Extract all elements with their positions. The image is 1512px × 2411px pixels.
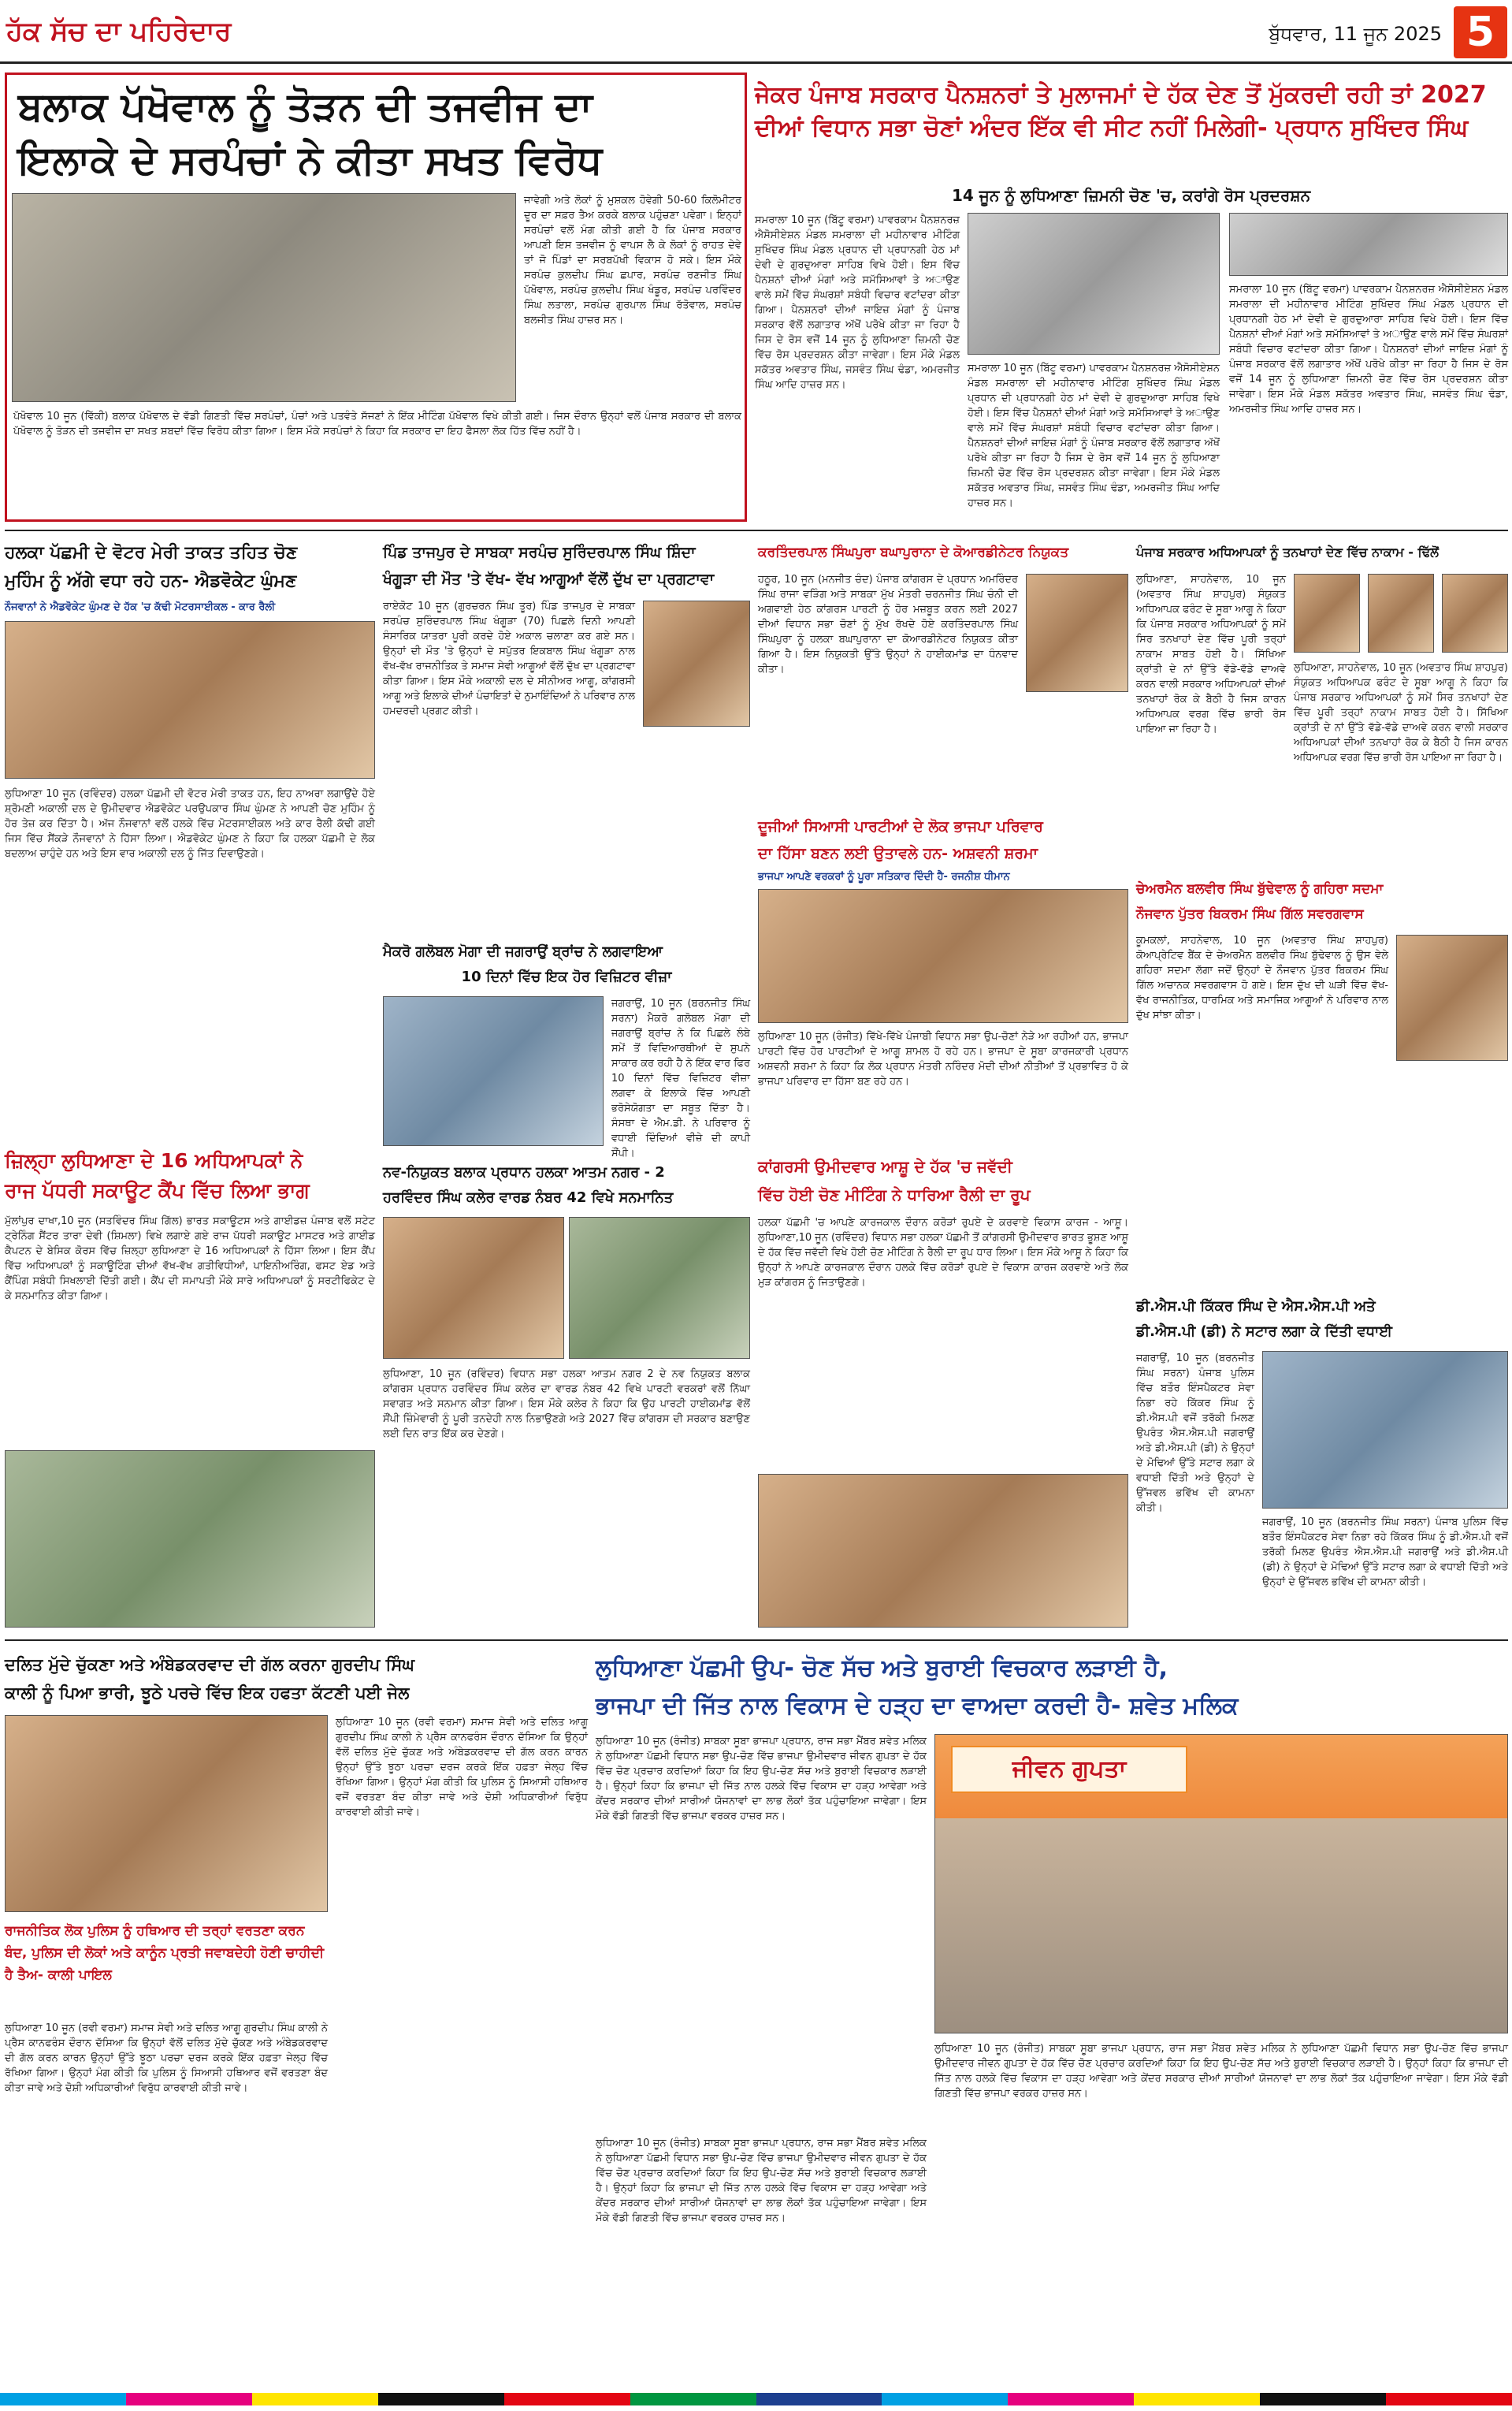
headline-line-2: ਵਿੱਚ ਹੋਈ ਚੋਣ ਮੀਟਿੰਗ ਨੇ ਧਾਰਿਆ ਰੈਲੀ ਦਾ ਰੂਪ <box>758 1185 1031 1204</box>
article-block-bjp-joining <box>758 812 1128 1143</box>
headline: ਬਲਾਕ ਪੱਖੋਵਾਲ ਨੂੰ ਤੋੜਨ ਦੀ ਤਜਵੀਜ ਦਾ <box>18 84 593 129</box>
subheadline: 14 ਜੂਨ ਨੂੰ ਲੁਧਿਆਣਾ ਜ਼ਿਮਨੀ ਚੋਣ 'ਚ, ਕਰਾਂਗੇ ਰੋਸ ਪ੍ਰਦਰਸ਼ਨ <box>952 186 1311 205</box>
article-body-continued: ਸਮਰਾਲਾ 10 ਜੂਨ (ਬਿੱਟੂ ਵਰਮਾ) ਪਾਵਰਕਾਮ ਪੈਨਸ਼ਨਰਜ਼ ਐਸੋਸੀਏਸ਼ਨ ਮੰਡਲ ਸਮਰਾਲਾ ਦੀ ਮਹੀਨਾਵਾਰ ਮੀਟਿੰਗ ਸੁਖਿੰਦਰ ਸਿੰਘ ਮੰਡਲ ਪ੍ਰਧਾਨ ਦੀ ਪ੍ਰਧਾਨਗੀ ਹੇਠ ਮਾਂ ਦੇਵੀ ਦੇ ਗੁਰਦੁਆਰਾ ਸਾਹਿਬ ਵਿਖੇ ਹੋਈ। ਇਸ ਵਿੱਚ ਪੈਨਸ਼ਨਾਂ ਦੀਆਂ ਮੰਗਾਂ ਅਤੇ ਸਮੱਸਿਆਵਾਂ ਤੇ ਅਾਉਣ ਵਾਲੇ ਸਮੇਂ ਵਿੱਚ ਸੰਘਰਸ਼ਾਂ ਸਬੰਧੀ ਵਿਚਾਰ ਵਟਾਂਦਰਾ ਕੀਤਾ ਗਿਆ। ਪੈਨਸ਼ਨਰਾਂ ਦੀਆਂ ਜਾਇਜ਼ ਮੰਗਾਂ ਨੂੰ ਪੰਜਾਬ ਸਰਕਾਰ ਵੱਲੋਂ ਲਗਾਤਾਰ ਅੱਖੋਂ ਪਰੋਖੇ ਕੀਤਾ ਜਾ ਰਿਹਾ ਹੈ ਜਿਸ ਦੇ ਰੋਸ ਵਜੋਂ 14 ਜੂਨ ਨੂੰ ਲੁਧਿਆਣਾ ਜ਼ਿਮਨੀ ਚੋਣ ਵਿੱਚ ਰੋਸ ਪ੍ਰਦਰਸ਼ਨ ਕੀਤਾ ਜਾਵੇਗਾ। ਇਸ ਮੌਕੇ ਮੰਡਲ ਸਕੱਤਰ ਅਵਤਾਰ ਸਿੰਘ, ਜਸਵੰਤ ਸਿੰਘ ਢੰਡਾ, ਅਮਰਜੀਤ ਸਿੰਘ ਆਦਿ ਹਾਜ਼ਰ ਸਨ। <box>968 363 1220 509</box>
headline: ਪੰਜਾਬ ਸਰਕਾਰ ਅਧਿਆਪਕਾਂ ਨੂੰ ਤਨਖਾਹਾਂ ਦੇਣ ਵਿੱਚ ਨਾਕਾਮ - ਢਿੱਲੋਂ <box>1136 545 1439 560</box>
news-photo <box>12 193 516 402</box>
headline-line-2: ਡੀ.ਐਸ.ਪੀ (ਡੀ) ਨੇ ਸਟਾਰ ਲਗਾ ਕੇ ਦਿੱਤੀ ਵਧਾਈ <box>1136 1323 1392 1340</box>
news-photo <box>758 1474 1128 1628</box>
article-body: ਲੁਧਿਆਣਾ, ਸਾਹਨੇਵਾਲ, 10 ਜੂਨ (ਅਵਤਾਰ ਸਿੰਘ ਸ਼ਾਹਪੁਰ) ਸੰਯੁਕਤ ਅਧਿਆਪਕ ਫਰੰਟ ਦੇ ਸੂਬਾ ਆਗੂ ਨੇ ਕਿਹਾ ਕਿ ਪੰਜਾਬ ਸਰਕਾਰ ਅਧਿਆਪਕਾਂ ਨੂੰ ਸਮੇਂ ਸਿਰ ਤਨਖਾਹਾਂ ਦੇਣ ਵਿੱਚ ਪੂਰੀ ਤਰ੍ਹਾਂ ਨਾਕਾਮ ਸਾਬਤ ਹੋਈ ਹੈ। ਸਿੱਖਿਆ ਕ੍ਰਾਂਤੀ ਦੇ ਨਾਂ ਉੱਤੇ ਵੱਡੇ-ਵੱਡੇ ਦਾਅਵੇ ਕਰਨ ਵਾਲੀ ਸਰਕਾਰ ਅਧਿਆਪਕਾਂ ਦੀਆਂ ਤਨਖਾਹਾਂ ਰੋਕ ਕੇ ਬੈਠੀ ਹੈ ਜਿਸ ਕਾਰਨ ਅਧਿਆਪਕ ਵਰਗ ਵਿੱਚ ਭਾਰੀ ਰੋਸ ਪਾਇਆ ਜਾ ਰਿਹਾ ਹੈ। <box>1136 574 1286 735</box>
headline-line-2: ਰਾਜ ਪੱਧਰੀ ਸਕਾਊਟ ਕੈਂਪ ਵਿੱਚ ਲਿਆ ਭਾਗ <box>5 1179 310 1202</box>
headline: ਪਿੰਡ ਤਾਜਪੁਰ ਦੇ ਸਾਬਕਾ ਸਰਪੰਚ ਸੁਰਿੰਦਰਪਾਲ ਸਿੰਘ ਸ਼ਿੰਦਾ <box>383 544 696 561</box>
news-photo <box>5 1715 328 1912</box>
news-photo <box>968 213 1220 355</box>
article-body: ਹਲਕਾ ਪੱਛਮੀ 'ਚ ਆਪਣੇ ਕਾਰਜਕਾਲ ਦੌਰਾਨ ਕਰੋੜਾਂ ਰੁਪਏ ਦੇ ਕਰਵਾਏ ਵਿਕਾਸ ਕਾਰਜ - ਆਸ਼ੂ। ਲੁਧਿਆਣਾ,10 ਜੂਨ (ਰਵਿੰਦਰ) ਵਿਧਾਨ ਸਭਾ ਹਲਕਾ ਪੱਛਮੀ ਤੋਂ ਕਾਂਗਰਸੀ ਉਮੀਦਵਾਰ ਭਾਰਤ ਭੂਸ਼ਣ ਆਸ਼ੂ ਦੇ ਹੱਕ ਵਿੱਚ ਜਵੱਦੀ ਵਿਖੇ ਹੋਈ ਚੋਣ ਮੀਟਿੰਗ ਨੇ ਰੈਲੀ ਦਾ ਰੂਪ ਧਾਰ ਲਿਆ। ਇਸ ਮੌਕੇ ਆਸ਼ੂ ਨੇ ਕਿਹਾ ਕਿ ਉਨ੍ਹਾਂ ਨੇ ਆਪਣੇ ਕਾਰਜਕਾਲ ਦੌਰਾਨ ਹਲਕੇ ਵਿੱਚ ਕਰੋੜਾਂ ਰੁਪਏ ਦੇ ਵਿਕਾਸ ਕਾਰਜ ਕਰਵਾਏ ਅਤੇ ਲੋਕ ਮੁੜ ਕਾਂਗਰਸ ਨੂੰ ਜਿਤਾਉਣਗੇ। <box>758 1217 1128 1289</box>
headline-line-2: ਕਾਲੀ ਨੂੰ ਪਿਆ ਭਾਰੀ, ਝੂਠੇ ਪਰਚੇ ਵਿੱਚ ਇਕ ਹਫਤਾ ਕੱਟਣੀ ਪਈ ਜੇਲ <box>5 1684 410 1702</box>
masthead-rule <box>0 61 1512 64</box>
article-body: ਜਾਵੇਗੀ ਅਤੇ ਲੋਕਾਂ ਨੂੰ ਮੁਸ਼ਕਲ ਹੋਵੇਗੀ 50-60 ਕਿਲੋਮੀਟਰ ਦੂਰ ਦਾ ਸਫ਼ਰ ਤੈਅ ਕਰਕੇ ਬਲਾਕ ਪਹੁੰਚਣਾ ਪਵੇਗਾ। ਇਨ੍ਹਾਂ ਸਰਪੰਚਾਂ ਵਲੋਂ ਮੰਗ ਕੀਤੀ ਗਈ ਹੈ ਕਿ ਪੰਜਾਬ ਸਰਕਾਰ ਆਪਣੀ ਇਸ ਤਜਵੀਜ ਨੂੰ ਵਾਪਸ ਲੈ ਕੇ ਲੋਕਾਂ ਨੂੰ ਰਾਹਤ ਦੇਵੇ ਤਾਂ ਜੋ ਪਿੰਡਾਂ ਦਾ ਸਰਬਪੱਖੀ ਵਿਕਾਸ ਹੋ ਸਕੇ। ਇਸ ਮੌਕੇ ਸਰਪੰਚ ਕੁਲਦੀਪ ਸਿੰਘ ਛਪਾਰ, ਸਰਪੰਚ ਰਣਜੀਤ ਸਿੰਘ ਪੱਖੋਵਾਲ, ਸਰਪੰਚ ਕੁਲਦੀਪ ਸਿੰਘ ਖੰਡੂਰ, ਸਰਪੰਚ ਪਰਵਿੰਦਰ ਸਿੰਘ ਲਤਾਲਾ, ਸਰਪੰਚ ਗੁਰਪਾਲ ਸਿੰਘ ਰੱਤੋਵਾਲ, ਸਰਪੰਚ ਬਲਜੀਤ ਸਿੰਘ ਹਾਜ਼ਰ ਸਨ। <box>524 195 741 326</box>
news-photo-2 <box>1229 213 1508 276</box>
article-block-ghuman <box>5 536 375 1135</box>
news-photo <box>934 1734 1508 2033</box>
article-block-pensioners <box>755 73 1508 522</box>
headline-line-2: ਹਰਵਿੰਦਰ ਸਿੰਘ ਕਲੇਰ ਵਾਰਡ ਨੰਬਰ 42 ਵਿਖੇ ਸਨਮਾਨਿਤ <box>383 1189 674 1206</box>
article-block-coordinator <box>758 536 1128 804</box>
news-photo <box>5 621 375 779</box>
article-body: ਮੁੱਲਾਂਪੁਰ ਦਾਖਾ,10 ਜੂਨ (ਸਤਵਿੰਦਰ ਸਿੰਘ ਗਿੱਲ) ਭਾਰਤ ਸਕਾਊਟਸ ਅਤੇ ਗਾਈਡਜ਼ ਪੰਜਾਬ ਵਲੋਂ ਸਟੇਟ ਟ੍ਰੇਨਿੰਗ ਸੈਂਟਰ ਤਾਰਾ ਦੇਵੀ (ਸ਼ਿਮਲਾ) ਵਿਖੇ ਲਗਾਏ ਗਏ ਰਾਜ ਪੱਧਰੀ ਸਕਾਊਟ ਮਾਸਟਰ ਅਤੇ ਗਾਈਡ ਕੈਪਟਨ ਦੇ ਬੇਸਿਕ ਕੋਰਸ ਵਿੱਚ ਜ਼ਿਲ੍ਹਾ ਲੁਧਿਆਣਾ ਦੇ 16 ਅਧਿਆਪਕਾਂ ਨੇ ਹਿੱਸਾ ਲਿਆ। ਇਸ ਕੈਂਪ ਵਿੱਚ ਅਧਿਆਪਕਾਂ ਨੂੰ ਸਕਾਊਟਿੰਗ ਦੀਆਂ ਵੱਖ-ਵੱਖ ਗਤੀਵਿਧੀਆਂ, ਪਾਇਨੀਅਰਿੰਗ, ਫਸਟ ਏਡ ਅਤੇ ਕੈਂਪਿੰਗ ਸਬੰਧੀ ਸਿਖਲਾਈ ਦਿੱਤੀ ਗਈ। ਕੈਂਪ ਦੀ ਸਮਾਪਤੀ ਮੌਕੇ ਸਾਰੇ ਅਧਿਆਪਕਾਂ ਨੂੰ ਸਰਟੀਫਿਕੇਟ ਦੇ ਕੇ ਸਨਮਾਨਿਤ ਕੀਤਾ ਗਿਆ। <box>5 1215 375 1302</box>
masthead <box>0 0 1512 63</box>
headline: ਕਰਤਿੰਦਰਪਾਲ ਸਿੰਘਪੁਰਾ ਬਘਾਪੁਰਾਨਾ ਦੇ ਕੋਆਰਡੀਨੇਟਰ ਨਿਯੁਕਤ <box>758 545 1069 560</box>
page-number-badge <box>1454 6 1507 58</box>
article-body: ਲੁਧਿਆਣਾ 10 ਜੂਨ (ਰਵੀ ਵਰਮਾ) ਸਮਾਜ ਸੇਵੀ ਅਤੇ ਦਲਿਤ ਆਗੂ ਗੁਰਦੀਪ ਸਿੰਘ ਕਾਲੀ ਨੇ ਪ੍ਰੈਸ ਕਾਨਫਰੰਸ ਦੌਰਾਨ ਦੱਸਿਆ ਕਿ ਉਨ੍ਹਾਂ ਵੱਲੋਂ ਦਲਿਤ ਮੁੱਦੇ ਚੁੱਕਣ ਅਤੇ ਅੰਬੇਡਕਰਵਾਦ ਦੀ ਗੱਲ ਕਰਨ ਕਾਰਨ ਉਨ੍ਹਾਂ ਉੱਤੇ ਝੂਠਾ ਪਰਚਾ ਦਰਜ ਕਰਕੇ ਇੱਕ ਹਫ਼ਤਾ ਜੇਲ੍ਹ ਵਿੱਚ ਰੱਖਿਆ ਗਿਆ। ਉਨ੍ਹਾਂ ਮੰਗ ਕੀਤੀ ਕਿ ਪੁਲਿਸ ਨੂੰ ਸਿਆਸੀ ਹਥਿਆਰ ਵਜੋਂ ਵਰਤਣਾ ਬੰਦ ਕੀਤਾ ਜਾਵੇ ਅਤੇ ਦੋਸ਼ੀ ਅਧਿਕਾਰੀਆਂ ਵਿਰੁੱਧ ਕਾਰਵਾਈ ਕੀਤੀ ਜਾਵੇ। <box>5 2022 328 2094</box>
article-block-scout-camp <box>5 1143 375 1632</box>
article-block-teachers <box>1136 536 1508 867</box>
headline-line-2: ਖੰਗੂੜਾ ਦੀ ਮੌਤ 'ਤੇ ਵੱਖ- ਵੱਖ ਆਗੂਆਂ ਵੱਲੋਂ ਦੁੱਖ ਦਾ ਪ੍ਰਗਟਾਵਾ <box>383 571 715 588</box>
headline: ਲੁਧਿਆਣਾ ਪੱਛਮੀ ਉਪ- ਚੋਣ ਸੱਚ ਅਤੇ ਬੁਰਾਈ ਵਿਚਕਾਰ ਲੜਾਈ ਹੈ, <box>596 1654 1168 1682</box>
issue-date: ਬੁੱਧਵਾਰ, 11 ਜੂਨ 2025 <box>1269 23 1442 45</box>
article-block-budhewal <box>1136 875 1508 1285</box>
section-divider <box>5 530 1508 531</box>
portrait-photo <box>1026 574 1128 692</box>
section-divider-2 <box>5 1639 1508 1641</box>
article-body: ਜਗਰਾਉਂ, 10 ਜੂਨ (ਬਰਨਜੀਤ ਸਿੰਘ ਸਰਨਾ) ਮੈਕਰੋ ਗਲੋਬਲ ਮੋਗਾ ਦੀ ਜਗਰਾਉਂ ਬ੍ਰਾਂਚ ਨੇ ਕਿ ਪਿਛਲੇ ਲੰਬੇ ਸਮੇਂ ਤੋਂ ਵਿਦਿਆਰਥੀਆਂ ਦੇ ਸੁਪਨੇ ਸਾਕਾਰ ਕਰ ਰਹੀ ਹੈ ਨੇ ਇੱਕ ਵਾਰ ਫਿਰ 10 ਦਿਨਾਂ ਵਿੱਚ ਵਿਜ਼ਿਟਰ ਵੀਜ਼ਾ ਲਗਵਾ ਕੇ ਇਲਾਕੇ ਵਿੱਚ ਆਪਣੀ ਭਰੋਸੇਯੋਗਤਾ ਦਾ ਸਬੂਤ ਦਿੱਤਾ ਹੈ। ਸੰਸਥਾ ਦੇ ਐਮ.ਡੀ. ਨੇ ਪਰਿਵਾਰ ਨੂੰ ਵਧਾਈ ਦਿੰਦਿਆਂ ਵੀਜ਼ੇ ਦੀ ਕਾਪੀ ਸੌਂਪੀ। <box>611 998 750 1159</box>
article-body: ਲੁਧਿਆਣਾ 10 ਜੂਨ (ਰੰਜੀਤ) ਸਾਬਕਾ ਸੂਬਾ ਭਾਜਪਾ ਪ੍ਰਧਾਨ, ਰਾਜ ਸਭਾ ਮੈਂਬਰ ਸ਼ਵੇਤ ਮਲਿਕ ਨੇ ਲੁਧਿਆਣਾ ਪੱਛਮੀ ਵਿਧਾਨ ਸਭਾ ਉਪ-ਚੋਣ ਵਿੱਚ ਭਾਜਪਾ ਉਮੀਦਵਾਰ ਜੀਵਨ ਗੁਪਤਾ ਦੇ ਹੱਕ ਵਿੱਚ ਚੋਣ ਪ੍ਰਚਾਰ ਕਰਦਿਆਂ ਕਿਹਾ ਕਿ ਇਹ ਉਪ-ਚੋਣ ਸੱਚ ਅਤੇ ਬੁਰਾਈ ਵਿਚਕਾਰ ਲੜਾਈ ਹੈ। ਉਨ੍ਹਾਂ ਕਿਹਾ ਕਿ ਭਾਜਪਾ ਦੀ ਜਿੱਤ ਨਾਲ ਹਲਕੇ ਵਿੱਚ ਵਿਕਾਸ ਦਾ ਹੜ੍ਹ ਆਵੇਗਾ ਅਤੇ ਕੇਂਦਰ ਸਰਕਾਰ ਦੀਆਂ ਸਾਰੀਆਂ ਯੋਜਨਾਵਾਂ ਦਾ ਲਾਭ ਲੋਕਾਂ ਤੱਕ ਪਹੁੰਚਾਇਆ ਜਾਵੇਗਾ। ਇਸ ਮੌਕੇ ਵੱਡੀ ਗਿਣਤੀ ਵਿੱਚ ਭਾਜਪਾ ਵਰਕਰ ਹਾਜ਼ਰ ਸਨ। <box>596 1736 927 1822</box>
headline: ਦਲਿਤ ਮੁੱਦੇ ਚੁੱਕਣਾ ਅਤੇ ਅੰਬੇਡਕਰਵਾਦ ਦੀ ਗੱਲ ਕਰਨਾ ਗੁਰਦੀਪ ਸਿੰਘ <box>5 1655 414 1674</box>
subheadline: ਰਾਜਨੀਤਿਕ ਲੋਕ ਪੁਲਿਸ ਨੂੰ ਹਥਿਆਰ ਦੀ ਤਰ੍ਹਾਂ ਵਰਤਣਾ ਕਰਨ ਬੰਦ, ਪੁਲਿਸ ਦੀ ਲੋਕਾਂ ਅਤੇ ਕਾਨੂੰਨ ਪ੍ਰਤੀ ਜਵਾਬਦੇਹੀ ਹੋਣੀ ਚਾਹੀਦੀ ਹੈ ਤੈਅ- ਕਾਲੀ ਪਾਇਲ <box>5 1923 325 1983</box>
portrait-photo <box>643 601 750 727</box>
article-block-visa <box>383 938 750 1159</box>
headline-line-2: ਭਾਜਪਾ ਦੀ ਜਿੱਤ ਨਾਲ ਵਿਕਾਸ ਦੇ ਹੜ੍ਹ ਦਾ ਵਾਅਦਾ ਕਰਦੀ ਹੈ- ਸ਼ਵੇਤ ਮਲਿਕ <box>596 1692 1239 1720</box>
subheadline: ਨੌਜਵਾਨਾਂ ਨੇ ਐਡਵੋਕੇਟ ਘੁੰਮਣ ਦੇ ਹੱਕ 'ਚ ਕੱਢੀ ਮੋਟਰਸਾਈਕਲ - ਕਾਰ ਰੈਲੀ <box>5 601 276 613</box>
article-body-column-3: ਸਮਰਾਲਾ 10 ਜੂਨ (ਬਿੱਟੂ ਵਰਮਾ) ਪਾਵਰਕਾਮ ਪੈਨਸ਼ਨਰਜ਼ ਐਸੋਸੀਏਸ਼ਨ ਮੰਡਲ ਸਮਰਾਲਾ ਦੀ ਮਹੀਨਾਵਾਰ ਮੀਟਿੰਗ ਸੁਖਿੰਦਰ ਸਿੰਘ ਮੰਡਲ ਪ੍ਰਧਾਨ ਦੀ ਪ੍ਰਧਾਨਗੀ ਹੇਠ ਮਾਂ ਦੇਵੀ ਦੇ ਗੁਰਦੁਆਰਾ ਸਾਹਿਬ ਵਿਖੇ ਹੋਈ। ਇਸ ਵਿੱਚ ਪੈਨਸ਼ਨਾਂ ਦੀਆਂ ਮੰਗਾਂ ਅਤੇ ਸਮੱਸਿਆਵਾਂ ਤੇ ਅਾਉਣ ਵਾਲੇ ਸਮੇਂ ਵਿੱਚ ਸੰਘਰਸ਼ਾਂ ਸਬੰਧੀ ਵਿਚਾਰ ਵਟਾਂਦਰਾ ਕੀਤਾ ਗਿਆ। ਪੈਨਸ਼ਨਰਾਂ ਦੀਆਂ ਜਾਇਜ਼ ਮੰਗਾਂ ਨੂੰ ਪੰਜਾਬ ਸਰਕਾਰ ਵੱਲੋਂ ਲਗਾਤਾਰ ਅੱਖੋਂ ਪਰੋਖੇ ਕੀਤਾ ਜਾ ਰਿਹਾ ਹੈ ਜਿਸ ਦੇ ਰੋਸ ਵਜੋਂ 14 ਜੂਨ ਨੂੰ ਲੁਧਿਆਣਾ ਜ਼ਿਮਨੀ ਚੋਣ ਵਿੱਚ ਰੋਸ ਪ੍ਰਦਰਸ਼ਨ ਕੀਤਾ ਜਾਵੇਗਾ। ਇਸ ਮੌਕੇ ਮੰਡਲ ਸਕੱਤਰ ਅਵਤਾਰ ਸਿੰਘ, ਜਸਵੰਤ ਸਿੰਘ ਢੰਡਾ, ਅਮਰਜੀਤ ਸਿੰਘ ਆਦਿ ਹਾਜ਼ਰ ਸਨ। <box>1229 284 1508 415</box>
article-block-kali <box>5 1647 588 2372</box>
headline: ਚੇਅਰਮੈਨ ਬਲਵੀਰ ਸਿੰਘ ਬੁੱਢੇਵਾਲ ਨੂੰ ਗਹਿਰਾ ਸਦਮਾ <box>1136 881 1384 897</box>
newspaper-logo: ਹੱਕ ਸੱਚ ਦਾ ਪਹਿਰੇਦਾਰ <box>6 16 232 47</box>
headline-line-2: ਦੀਆਂ ਵਿਧਾਨ ਸਭਾ ਚੋਣਾਂ ਅੰਦਰ ਇੱਕ ਵੀ ਸੀਟ ਨਹੀਂ ਮਿਲੇਗੀ- ਪ੍ਰਧਾਨ ਸੁਖਿੰਦਰ ਸਿੰਘ <box>755 114 1469 142</box>
article-body-continued: ਲੁਧਿਆਣਾ, ਸਾਹਨੇਵਾਲ, 10 ਜੂਨ (ਅਵਤਾਰ ਸਿੰਘ ਸ਼ਾਹਪੁਰ) ਸੰਯੁਕਤ ਅਧਿਆਪਕ ਫਰੰਟ ਦੇ ਸੂਬਾ ਆਗੂ ਨੇ ਕਿਹਾ ਕਿ ਪੰਜਾਬ ਸਰਕਾਰ ਅਧਿਆਪਕਾਂ ਨੂੰ ਸਮੇਂ ਸਿਰ ਤਨਖਾਹਾਂ ਦੇਣ ਵਿੱਚ ਪੂਰੀ ਤਰ੍ਹਾਂ ਨਾਕਾਮ ਸਾਬਤ ਹੋਈ ਹੈ। ਸਿੱਖਿਆ ਕ੍ਰਾਂਤੀ ਦੇ ਨਾਂ ਉੱਤੇ ਵੱਡੇ-ਵੱਡੇ ਦਾਅਵੇ ਕਰਨ ਵਾਲੀ ਸਰਕਾਰ ਅਧਿਆਪਕਾਂ ਦੀਆਂ ਤਨਖਾਹਾਂ ਰੋਕ ਕੇ ਬੈਠੀ ਹੈ ਜਿਸ ਕਾਰਨ ਅਧਿਆਪਕ ਵਰਗ ਵਿੱਚ ਭਾਰੀ ਰੋਸ ਪਾਇਆ ਜਾ ਰਿਹਾ ਹੈ। <box>1294 662 1508 764</box>
banner-label: ਜੀਵਨ ਗੁਪਤਾ <box>1012 1755 1127 1783</box>
headline-line-2: 10 ਦਿਨਾਂ ਵਿੱਚ ਇਕ ਹੋਰ ਵਿਜ਼ਿਟਰ ਵੀਜ਼ਾ <box>461 969 672 985</box>
headline: ਜ਼ਿਲ੍ਹਾ ਲੁਧਿਆਣਾ ਦੇ 16 ਅਧਿਆਪਕਾਂ ਨੇ <box>5 1149 303 1172</box>
portrait-photo <box>1294 574 1360 653</box>
article-block-khangura <box>383 536 750 930</box>
portrait-photo-3 <box>1442 574 1508 653</box>
headline-line-2: ਦਾ ਹਿੱਸਾ ਬਣਨ ਲਈ ਉਤਾਵਲੇ ਹਨ- ਅਸ਼ਵਨੀ ਸ਼ਰਮਾ <box>758 845 1038 862</box>
article-body: ਰਾਏਕੋਟ 10 ਜੂਨ (ਗੁਰਚਰਨ ਸਿੰਘ ਤੂਰ) ਪਿੰਡ ਤਾਜਪੁਰ ਦੇ ਸਾਬਕਾ ਸਰਪੰਚ ਸੁਰਿੰਦਰਪਾਲ ਸਿੰਘ ਖੰਗੂੜਾ (70) ਪਿਛਲੇ ਦਿਨੀ ਆਪਣੀ ਸੰਸਾਰਿਕ ਯਾਤਰਾ ਪੂਰੀ ਕਰਦੇ ਹੋਏ ਅਕਾਲ ਚਲਾਣਾ ਕਰ ਗਏ ਸਨ। ਉਨ੍ਹਾਂ ਦੀ ਮੌਤ 'ਤੇ ਉਨ੍ਹਾਂ ਦੇ ਸਪੁੱਤਰ ਇਕਬਾਲ ਸਿੰਘ ਖੰਗੂੜਾ ਨਾਲ ਵੱਖ-ਵੱਖ ਰਾਜਨੀਤਿਕ ਤੇ ਸਮਾਜ ਸੇਵੀ ਆਗੂਆਂ ਵੱਲੋਂ ਦੁੱਖ ਦਾ ਪ੍ਰਗਟਾਵਾ ਕੀਤਾ ਗਿਆ। ਇਸ ਮੌਕੇ ਅਕਾਲੀ ਦਲ ਦੇ ਸੀਨੀਅਰ ਆਗੂ, ਕਾਂਗਰਸੀ ਆਗੂ ਅਤੇ ਇਲਾਕੇ ਦੀਆਂ ਪੰਚਾਇਤਾਂ ਦੇ ਨੁਮਾਇੰਦਿਆਂ ਨੇ ਪਰਿਵਾਰ ਨਾਲ ਹਮਦਰਦੀ ਪ੍ਰਗਟ ਕੀਤੀ। <box>383 601 635 717</box>
headline: ਕਾਂਗਰਸੀ ਉਮੀਦਵਾਰ ਆਸ਼ੂ ਦੇ ਹੱਕ 'ਚ ਜਵੱਦੀ <box>758 1157 1012 1176</box>
headline: ਡੀ.ਐਸ.ਪੀ ਕਿੱਕਰ ਸਿੰਘ ਦੇ ਐਸ.ਐਸ.ਪੀ ਅਤੇ <box>1136 1298 1376 1315</box>
stage-banner <box>951 1746 1187 1793</box>
article-body: ਲੁਧਿਆਣਾ 10 ਜੂਨ (ਰੰਜੀਤ) ਵਿੱਖੇ-ਵਿੱਖੇ ਪੰਜਾਬੀ ਵਿਧਾਨ ਸਭਾ ਉਪ-ਚੋਣਾਂ ਨੇੜੇ ਆ ਰਹੀਆਂ ਹਨ, ਭਾਜਪਾ ਪਾਰਟੀ ਵਿੱਚ ਹੋਰ ਪਾਰਟੀਆਂ ਦੇ ਆਗੂ ਸ਼ਾਮਲ ਹੋ ਰਹੇ ਹਨ। ਭਾਜਪਾ ਦੇ ਸੂਬਾ ਕਾਰਜਕਾਰੀ ਪ੍ਰਧਾਨ ਅਸ਼ਵਨੀ ਸ਼ਰਮਾ ਨੇ ਕਿਹਾ ਕਿ ਲੋਕ ਪ੍ਰਧਾਨ ਮੰਤਰੀ ਨਰਿੰਦਰ ਮੋਦੀ ਦੀਆਂ ਨੀਤੀਆਂ ਤੋਂ ਪ੍ਰਭਾਵਿਤ ਹੋ ਕੇ ਭਾਜਪਾ ਪਰਿਵਾਰ ਦਾ ਹਿੱਸਾ ਬਣ ਰਹੇ ਹਨ। <box>758 1031 1128 1088</box>
article-body-continued: ਪੱਖੋਵਾਲ 10 ਜੂਨ (ਵਿੱਕੀ) ਬਲਾਕ ਪੱਖੋਵਾਲ ਦੇ ਵੱਡੀ ਗਿਣਤੀ ਵਿੱਚ ਸਰਪੰਚਾਂ, ਪੰਚਾਂ ਅਤੇ ਪਤਵੰਤੇ ਸੱਜਣਾਂ ਨੇ ਇੱਕ ਮੀਟਿੰਗ ਪੱਖੋਵਾਲ ਵਿਖੇ ਕੀਤੀ ਗਈ। ਜਿਸ ਦੌਰਾਨ ਉਨ੍ਹਾਂ ਵਲੋਂ ਪੰਜਾਬ ਸਰਕਾਰ ਦੀ ਬਲਾਕ ਪੱਖੋਵਾਲ ਨੂੰ ਤੋੜਨ ਦੀ ਤਜਵੀਜ ਦਾ ਸਖਤ ਸ਼ਬਦਾਂ ਵਿੱਚ ਵਿਰੋਧ ਕੀਤਾ ਗਿਆ। ਇਸ ਮੌਕੇ ਸਰਪੰਚਾਂ ਨੇ ਕਿਹਾ ਕਿ ਸਰਕਾਰ ਦਾ ਇਹ ਫੈਸਲਾ ਲੋਕ ਹਿੱਤ ਵਿੱਚ ਨਹੀਂ ਹੈ। <box>13 411 741 437</box>
article-body: ਕੂਮਕਲਾਂ, ਸਾਹਨੇਵਾਲ, 10 ਜੂਨ (ਅਵਤਾਰ ਸਿੰਘ ਸ਼ਾਹਪੁਰ) ਕੋਆਪ੍ਰੇਟਿਵ ਬੈਂਕ ਦੇ ਚੇਅਰਮੈਨ ਬਲਵੀਰ ਸਿੰਘ ਬੁੱਢੇਵਾਲ ਨੂੰ ਉਸ ਵੇਲੇ ਗਹਿਰਾ ਸਦਮਾ ਲੱਗਾ ਜਦੋਂ ਉਨ੍ਹਾਂ ਦੇ ਨੌਜਵਾਨ ਪੁੱਤਰ ਬਿਕਰਮ ਸਿੰਘ ਗਿੱਲ ਅਚਾਨਕ ਸਵਰਗਵਾਸ ਹੋ ਗਏ। ਇਸ ਦੁੱਖ ਦੀ ਘੜੀ ਵਿੱਚ ਵੱਖ-ਵੱਖ ਰਾਜਨੀਤਿਕ, ਧਾਰਮਿਕ ਅਤੇ ਸਮਾਜਿਕ ਆਗੂਆਂ ਨੇ ਪਰਿਵਾਰ ਨਾਲ ਦੁੱਖ ਸਾਂਝਾ ਕੀਤਾ। <box>1136 935 1388 1021</box>
article-body-continued: ਲੁਧਿਆਣਾ 10 ਜੂਨ (ਰੰਜੀਤ) ਸਾਬਕਾ ਸੂਬਾ ਭਾਜਪਾ ਪ੍ਰਧਾਨ, ਰਾਜ ਸਭਾ ਮੈਂਬਰ ਸ਼ਵੇਤ ਮਲਿਕ ਨੇ ਲੁਧਿਆਣਾ ਪੱਛਮੀ ਵਿਧਾਨ ਸਭਾ ਉਪ-ਚੋਣ ਵਿੱਚ ਭਾਜਪਾ ਉਮੀਦਵਾਰ ਜੀਵਨ ਗੁਪਤਾ ਦੇ ਹੱਕ ਵਿੱਚ ਚੋਣ ਪ੍ਰਚਾਰ ਕਰਦਿਆਂ ਕਿਹਾ ਕਿ ਇਹ ਉਪ-ਚੋਣ ਸੱਚ ਅਤੇ ਬੁਰਾਈ ਵਿਚਕਾਰ ਲੜਾਈ ਹੈ। ਉਨ੍ਹਾਂ ਕਿਹਾ ਕਿ ਭਾਜਪਾ ਦੀ ਜਿੱਤ ਨਾਲ ਹਲਕੇ ਵਿੱਚ ਵਿਕਾਸ ਦਾ ਹੜ੍ਹ ਆਵੇਗਾ ਅਤੇ ਕੇਂਦਰ ਸਰਕਾਰ ਦੀਆਂ ਸਾਰੀਆਂ ਯੋਜਨਾਵਾਂ ਦਾ ਲਾਭ ਲੋਕਾਂ ਤੱਕ ਪਹੁੰਚਾਇਆ ਜਾਵੇਗਾ। ਇਸ ਮੌਕੇ ਵੱਡੀ ਗਿਣਤੀ ਵਿੱਚ ਭਾਜਪਾ ਵਰਕਰ ਹਾਜ਼ਰ ਸਨ। <box>934 2043 1508 2100</box>
news-photo <box>1262 1351 1508 1509</box>
news-photo <box>758 889 1128 1023</box>
article-body-column-2: ਲੁਧਿਆਣਾ 10 ਜੂਨ (ਰਵੀ ਵਰਮਾ) ਸਮਾਜ ਸੇਵੀ ਅਤੇ ਦਲਿਤ ਆਗੂ ਗੁਰਦੀਪ ਸਿੰਘ ਕਾਲੀ ਨੇ ਪ੍ਰੈਸ ਕਾਨਫਰੰਸ ਦੌਰਾਨ ਦੱਸਿਆ ਕਿ ਉਨ੍ਹਾਂ ਵੱਲੋਂ ਦਲਿਤ ਮੁੱਦੇ ਚੁੱਕਣ ਅਤੇ ਅੰਬੇਡਕਰਵਾਦ ਦੀ ਗੱਲ ਕਰਨ ਕਾਰਨ ਉਨ੍ਹਾਂ ਉੱਤੇ ਝੂਠਾ ਪਰਚਾ ਦਰਜ ਕਰਕੇ ਇੱਕ ਹਫ਼ਤਾ ਜੇਲ੍ਹ ਵਿੱਚ ਰੱਖਿਆ ਗਿਆ। ਉਨ੍ਹਾਂ ਮੰਗ ਕੀਤੀ ਕਿ ਪੁਲਿਸ ਨੂੰ ਸਿਆਸੀ ਹਥਿਆਰ ਵਜੋਂ ਵਰਤਣਾ ਬੰਦ ਕੀਤਾ ਜਾਵੇ ਅਤੇ ਦੋਸ਼ੀ ਅਧਿਕਾਰੀਆਂ ਵਿਰੁੱਧ ਕਾਰਵਾਈ ਕੀਤੀ ਜਾਵੇ। <box>336 1717 588 1818</box>
portrait-photo <box>1396 935 1508 1061</box>
page-number: 5 <box>1466 9 1495 56</box>
headline: ਹਲਕਾ ਪੱਛਮੀ ਦੇ ਵੋਟਰ ਮੇਰੀ ਤਾਕਤ ਤਹਿਤ ਚੋਣ <box>5 543 298 563</box>
headline-line-2: ਨੌਜਵਾਨ ਪੁੱਤਰ ਬਿਕਰਮ ਸਿੰਘ ਗਿੱਲ ਸਵਰਗਵਾਸ <box>1136 906 1364 922</box>
portrait-photo-2 <box>1368 574 1434 653</box>
article-block-ashu-rally <box>758 1151 1128 1632</box>
news-photo <box>383 996 604 1146</box>
headline: ਦੂਜੀਆਂ ਸਿਆਸੀ ਪਾਰਟੀਆਂ ਦੇ ਲੋਕ ਭਾਜਪਾ ਪਰਿਵਾਰ <box>758 818 1043 835</box>
article-body: ਹਠੂਰ, 10 ਜੂਨ (ਮਨਜੀਤ ਚੰਦ) ਪੰਜਾਬ ਕਾਂਗਰਸ ਦੇ ਪ੍ਰਧਾਨ ਅਮਰਿੰਦਰ ਸਿੰਘ ਰਾਜਾ ਵੜਿੰਗ ਅਤੇ ਸਾਬਕਾ ਮੁੱਖ ਮੰਤਰੀ ਚਰਨਜੀਤ ਸਿੰਘ ਚੰਨੀ ਦੀ ਅਗਵਾਈ ਹੇਠ ਕਾਂਗਰਸ ਪਾਰਟੀ ਨੂੰ ਹੋਰ ਮਜ਼ਬੂਤ ਕਰਨ ਲਈ 2027 ਦੀਆਂ ਵਿਧਾਨ ਸਭਾ ਚੋਣਾਂ ਨੂੰ ਮੁੱਖ ਰੱਖਦੇ ਹੋਏ ਕਰਤਿੰਦਰਪਾਲ ਸਿੰਘ ਸਿੰਘਪੁਰਾ ਨੂੰ ਹਲਕਾ ਬਘਾਪੁਰਾਨਾ ਦਾ ਕੋਆਰਡੀਨੇਟਰ ਨਿਯੁਕਤ ਕੀਤਾ ਗਿਆ ਹੈ। ਇਸ ਨਿਯੁਕਤੀ ਉੱਤੇ ਉਨ੍ਹਾਂ ਨੇ ਹਾਈਕਮਾਂਡ ਦਾ ਧੰਨਵਾਦ ਕੀਤਾ। <box>758 574 1018 675</box>
registration-strip <box>0 2393 1512 2405</box>
article-block-kaler <box>383 1159 750 1632</box>
article-body-continued: ਜਗਰਾਉਂ, 10 ਜੂਨ (ਬਰਨਜੀਤ ਸਿੰਘ ਸਰਨਾ) ਪੰਜਾਬ ਪੁਲਿਸ ਵਿੱਚ ਬਤੌਰ ਇੰਸਪੈਕਟਰ ਸੇਵਾ ਨਿਭਾ ਰਹੇ ਕਿੱਕਰ ਸਿੰਘ ਨੂੰ ਡੀ.ਐਸ.ਪੀ ਵਜੋਂ ਤਰੱਕੀ ਮਿਲਣ ਉਪਰੰਤ ਐਸ.ਐਸ.ਪੀ ਜਗਰਾਉਂ ਅਤੇ ਡੀ.ਐਸ.ਪੀ (ਡੀ) ਨੇ ਉਨ੍ਹਾਂ ਦੇ ਮੋਢਿਆਂ ਉੱਤੇ ਸਟਾਰ ਲਗਾ ਕੇ ਵਧਾਈ ਦਿੱਤੀ ਅਤੇ ਉਨ੍ਹਾਂ ਦੇ ਉੱਜਵਲ ਭਵਿੱਖ ਦੀ ਕਾਮਨਾ ਕੀਤੀ। <box>1262 1516 1508 1588</box>
subheadline: ਭਾਜਪਾ ਆਪਣੇ ਵਰਕਰਾਂ ਨੂੰ ਪੂਰਾ ਸਤਿਕਾਰ ਦਿੰਦੀ ਹੈ- ਰਜਨੀਸ਼ ਧੀਮਾਨ <box>758 871 1010 883</box>
news-photo <box>5 1450 375 1628</box>
headline-line-2: ਇਲਾਕੇ ਦੇ ਸਰਪੰਚਾਂ ਨੇ ਕੀਤਾ ਸਖਤ ਵਿਰੋਧ <box>18 137 603 183</box>
article-body: ਲੁਧਿਆਣਾ 10 ਜੂਨ (ਰਵਿੰਦਰ) ਹਲਕਾ ਪੱਛਮੀ ਦੀ ਵੋਟਰ ਮੇਰੀ ਤਾਕਤ ਹਨ, ਇਹ ਨਾਅਰਾ ਲਗਾਉਂਦੇ ਹੋਏ ਸ਼੍ਰੋਮਣੀ ਅਕਾਲੀ ਦਲ ਦੇ ਉਮੀਦਵਾਰ ਐਡਵੋਕੇਟ ਪਰਉਪਕਾਰ ਸਿੰਘ ਘੁੰਮਣ ਨੇ ਆਪਣੀ ਚੋਣ ਮੁਹਿੰਮ ਨੂੰ ਹੋਰ ਤੇਜ਼ ਕਰ ਦਿੱਤਾ ਹੈ। ਅੱਜ ਨੌਜਵਾਨਾਂ ਵਲੋਂ ਹਲਕੇ ਵਿੱਚ ਮੋਟਰਸਾਈਕਲ ਅਤੇ ਕਾਰ ਰੈਲੀ ਕੱਢੀ ਗਈ ਜਿਸ ਵਿੱਚ ਸੈਂਕੜੇ ਨੌਜਵਾਨਾਂ ਨੇ ਹਿੱਸਾ ਲਿਆ। ਐਡਵੋਕੇਟ ਘੁੰਮਣ ਨੇ ਕਿਹਾ ਕਿ ਹਲਕਾ ਪੱਛਮੀ ਦੇ ਲੋਕ ਬਦਲਾਅ ਚਾਹੁੰਦੇ ਹਨ ਅਤੇ ਇਸ ਵਾਰ ਅਕਾਲੀ ਦਲ ਨੂੰ ਜਿੱਤ ਦਿਵਾਉਣਗੇ। <box>5 788 375 860</box>
article-body: ਸਮਰਾਲਾ 10 ਜੂਨ (ਬਿੱਟੂ ਵਰਮਾ) ਪਾਵਰਕਾਮ ਪੈਨਸ਼ਨਰਜ਼ ਐਸੋਸੀਏਸ਼ਨ ਮੰਡਲ ਸਮਰਾਲਾ ਦੀ ਮਹੀਨਾਵਾਰ ਮੀਟਿੰਗ ਸੁਖਿੰਦਰ ਸਿੰਘ ਮੰਡਲ ਪ੍ਰਧਾਨ ਦੀ ਪ੍ਰਧਾਨਗੀ ਹੇਠ ਮਾਂ ਦੇਵੀ ਦੇ ਗੁਰਦੁਆਰਾ ਸਾਹਿਬ ਵਿਖੇ ਹੋਈ। ਇਸ ਵਿੱਚ ਪੈਨਸ਼ਨਾਂ ਦੀਆਂ ਮੰਗਾਂ ਅਤੇ ਸਮੱਸਿਆਵਾਂ ਤੇ ਅਾਉਣ ਵਾਲੇ ਸਮੇਂ ਵਿੱਚ ਸੰਘਰਸ਼ਾਂ ਸਬੰਧੀ ਵਿਚਾਰ ਵਟਾਂਦਰਾ ਕੀਤਾ ਗਿਆ। ਪੈਨਸ਼ਨਰਾਂ ਦੀਆਂ ਜਾਇਜ਼ ਮੰਗਾਂ ਨੂੰ ਪੰਜਾਬ ਸਰਕਾਰ ਵੱਲੋਂ ਲਗਾਤਾਰ ਅੱਖੋਂ ਪਰੋਖੇ ਕੀਤਾ ਜਾ ਰਿਹਾ ਹੈ ਜਿਸ ਦੇ ਰੋਸ ਵਜੋਂ 14 ਜੂਨ ਨੂੰ ਲੁਧਿਆਣਾ ਜ਼ਿਮਨੀ ਚੋਣ ਵਿੱਚ ਰੋਸ ਪ੍ਰਦਰਸ਼ਨ ਕੀਤਾ ਜਾਵੇਗਾ। ਇਸ ਮੌਕੇ ਮੰਡਲ ਸਕੱਤਰ ਅਵਤਾਰ ਸਿੰਘ, ਜਸਵੰਤ ਸਿੰਘ ਢੰਡਾ, ਅਮਰਜੀਤ ਸਿੰਘ ਆਦਿ ਹਾਜ਼ਰ ਸਨ। <box>755 214 960 391</box>
article-block-malik <box>596 1647 1508 2372</box>
headline: ਨਵ-ਨਿਯੁਕਤ ਬਲਾਕ ਪ੍ਰਧਾਨ ਹਲਕਾ ਆਤਮ ਨਗਰ - 2 <box>383 1164 665 1181</box>
headline-line-2: ਮੁਹਿੰਮ ਨੂੰ ਅੱਗੇ ਵਧਾ ਰਹੇ ਹਨ- ਐਡਵੋਕੇਟ ਘੁੰਮਣ <box>5 571 297 591</box>
article-block-dsp <box>1136 1293 1508 1632</box>
article-body: ਜਗਰਾਉਂ, 10 ਜੂਨ (ਬਰਨਜੀਤ ਸਿੰਘ ਸਰਨਾ) ਪੰਜਾਬ ਪੁਲਿਸ ਵਿੱਚ ਬਤੌਰ ਇੰਸਪੈਕਟਰ ਸੇਵਾ ਨਿਭਾ ਰਹੇ ਕਿੱਕਰ ਸਿੰਘ ਨੂੰ ਡੀ.ਐਸ.ਪੀ ਵਜੋਂ ਤਰੱਕੀ ਮਿਲਣ ਉਪਰੰਤ ਐਸ.ਐਸ.ਪੀ ਜਗਰਾਉਂ ਅਤੇ ਡੀ.ਐਸ.ਪੀ (ਡੀ) ਨੇ ਉਨ੍ਹਾਂ ਦੇ ਮੋਢਿਆਂ ਉੱਤੇ ਸਟਾਰ ਲਗਾ ਕੇ ਵਧਾਈ ਦਿੱਤੀ ਅਤੇ ਉਨ੍ਹਾਂ ਦੇ ਉੱਜਵਲ ਭਵਿੱਖ ਦੀ ਕਾਮਨਾ ਕੀਤੀ। <box>1136 1352 1254 1514</box>
headline: ਜੇਕਰ ਪੰਜਾਬ ਸਰਕਾਰ ਪੈਨਸ਼ਨਰਾਂ ਤੇ ਮੁਲਾਜਮਾਂ ਦੇ ਹੱਕ ਦੇਣ ਤੋਂ ਮੁੱਕਰਦੀ ਰਹੀ ਤਾਂ 2027 <box>755 81 1487 109</box>
article-block-pakhowal <box>5 73 747 522</box>
news-photo-2 <box>569 1217 750 1359</box>
article-body-column-2: ਲੁਧਿਆਣਾ 10 ਜੂਨ (ਰੰਜੀਤ) ਸਾਬਕਾ ਸੂਬਾ ਭਾਜਪਾ ਪ੍ਰਧਾਨ, ਰਾਜ ਸਭਾ ਮੈਂਬਰ ਸ਼ਵੇਤ ਮਲਿਕ ਨੇ ਲੁਧਿਆਣਾ ਪੱਛਮੀ ਵਿਧਾਨ ਸਭਾ ਉਪ-ਚੋਣ ਵਿੱਚ ਭਾਜਪਾ ਉਮੀਦਵਾਰ ਜੀਵਨ ਗੁਪਤਾ ਦੇ ਹੱਕ ਵਿੱਚ ਚੋਣ ਪ੍ਰਚਾਰ ਕਰਦਿਆਂ ਕਿਹਾ ਕਿ ਇਹ ਉਪ-ਚੋਣ ਸੱਚ ਅਤੇ ਬੁਰਾਈ ਵਿਚਕਾਰ ਲੜਾਈ ਹੈ। ਉਨ੍ਹਾਂ ਕਿਹਾ ਕਿ ਭਾਜਪਾ ਦੀ ਜਿੱਤ ਨਾਲ ਹਲਕੇ ਵਿੱਚ ਵਿਕਾਸ ਦਾ ਹੜ੍ਹ ਆਵੇਗਾ ਅਤੇ ਕੇਂਦਰ ਸਰਕਾਰ ਦੀਆਂ ਸਾਰੀਆਂ ਯੋਜਨਾਵਾਂ ਦਾ ਲਾਭ ਲੋਕਾਂ ਤੱਕ ਪਹੁੰਚਾਇਆ ਜਾਵੇਗਾ। ਇਸ ਮੌਕੇ ਵੱਡੀ ਗਿਣਤੀ ਵਿੱਚ ਭਾਜਪਾ ਵਰਕਰ ਹਾਜ਼ਰ ਸਨ। <box>596 2138 927 2224</box>
news-photo <box>383 1217 564 1359</box>
article-body: ਲੁਧਿਆਣਾ, 10 ਜੂਨ (ਰਵਿੰਦਰ) ਵਿਧਾਨ ਸਭਾ ਹਲਕਾ ਆਤਮ ਨਗਰ 2 ਦੇ ਨਵ ਨਿਯੁਕਤ ਬਲਾਕ ਕਾਂਗਰਸ ਪ੍ਰਧਾਨ ਹਰਵਿੰਦਰ ਸਿੰਘ ਕਲੇਰ ਦਾ ਵਾਰਡ ਨੰਬਰ 42 ਵਿਖੇ ਪਾਰਟੀ ਵਰਕਰਾਂ ਵਲੋਂ ਨਿੱਘਾ ਸਵਾਗਤ ਅਤੇ ਸਨਮਾਨ ਕੀਤਾ ਗਿਆ। ਇਸ ਮੌਕੇ ਕਲੇਰ ਨੇ ਕਿਹਾ ਕਿ ਉਹ ਪਾਰਟੀ ਹਾਈਕਮਾਂਡ ਵੱਲੋਂ ਸੌਂਪੀ ਜ਼ਿੰਮੇਵਾਰੀ ਨੂੰ ਪੂਰੀ ਤਨਦੇਹੀ ਨਾਲ ਨਿਭਾਉਣਗੇ ਅਤੇ 2027 ਵਿੱਚ ਕਾਂਗਰਸ ਦੀ ਸਰਕਾਰ ਬਣਾਉਣ ਲਈ ਦਿਨ ਰਾਤ ਇੱਕ ਕਰ ਦੇਣਗੇ। <box>383 1368 750 1440</box>
headline: ਮੈਕਰੋ ਗਲੋਬਲ ਮੋਗਾ ਦੀ ਜਗਰਾਉਂ ਬ੍ਰਾਂਚ ਨੇ ਲਗਵਾਇਆ <box>383 943 663 960</box>
